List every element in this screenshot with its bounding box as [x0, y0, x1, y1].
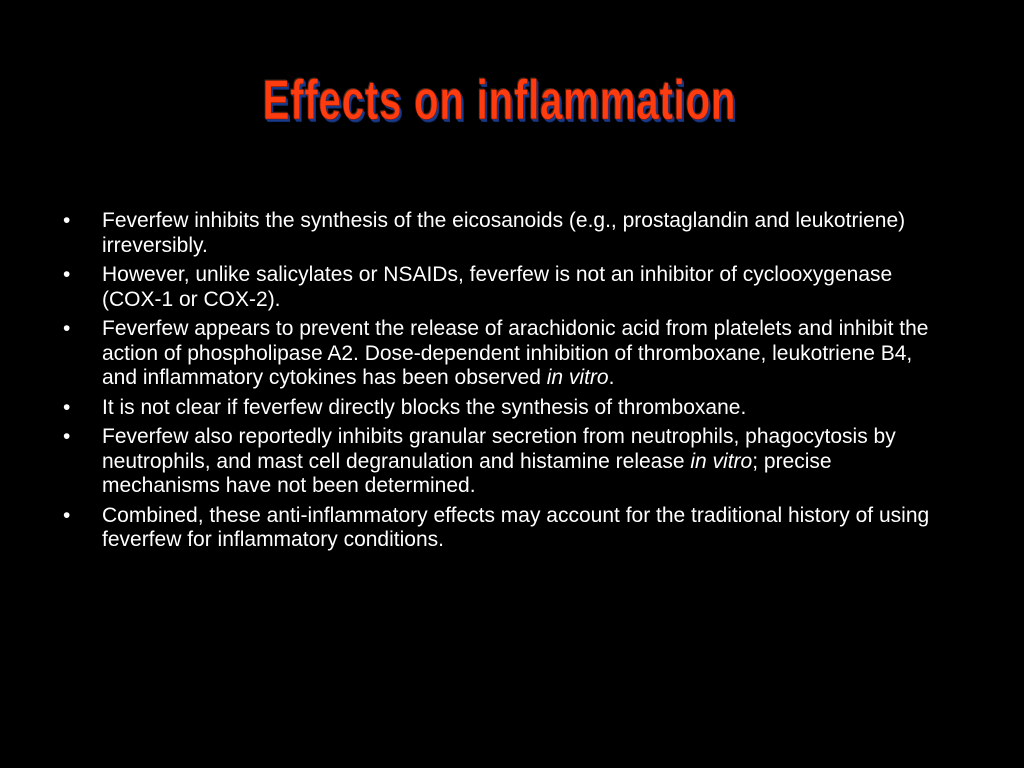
bullet-text: Combined, these anti-inflammatory effects may account for the traditional history of using feverfew for inflammatory conditions. — [102, 503, 930, 551]
bullet-item — [60, 425, 950, 499]
bullet-text-end: . — [608, 366, 615, 389]
bullet-point-icon: • — [63, 395, 71, 419]
bullet-point-icon: • — [63, 425, 71, 448]
bullet-italic-text: in vitro — [690, 449, 753, 473]
bullet-item — [60, 209, 950, 258]
bullet-point-icon: • — [63, 503, 71, 527]
bullet-text: Feverfew inhibits the synthesis of the eicosanoids (e.g., prostaglandin and leukotriene) irreversibly. — [102, 209, 906, 257]
bullet-text-end: ; precise mechanisms have not been determined. — [102, 449, 832, 497]
bullet-text: Feverfew also reportedly inhibits granular secretion from neutrophils, phagocytosis by neutrophils, and mast cell degranulation and histamine release — [102, 425, 896, 473]
slide-title: Effects on inflammation — [262, 68, 737, 131]
bullet-point-icon: • — [63, 209, 71, 232]
bullet-text: Feverfew appears to prevent the release of arachidonic acid from platelets and inhibit the action of phospholipase A2. Dose-dependent inhibition of thromboxane, leukotriene B4, and inflammatory cytokines has been observed — [102, 317, 929, 389]
bullet-italic-text: in vitro — [546, 366, 609, 389]
bullet-list — [60, 209, 950, 558]
bullet-point-icon: • — [63, 263, 71, 286]
bullet-item — [60, 504, 950, 553]
bullet-item — [60, 396, 950, 421]
bullet-point-icon: • — [63, 317, 71, 340]
bullet-item — [60, 317, 950, 391]
bullet-item — [60, 263, 950, 312]
bullet-text: However, unlike salicylates or NSAIDs, feverfew is not an inhibitor of cyclooxygenase (COX-1 or COX-2). — [102, 263, 893, 311]
bullet-text: It is not clear if feverfew directly blocks the synthesis of thromboxane. — [102, 395, 747, 419]
